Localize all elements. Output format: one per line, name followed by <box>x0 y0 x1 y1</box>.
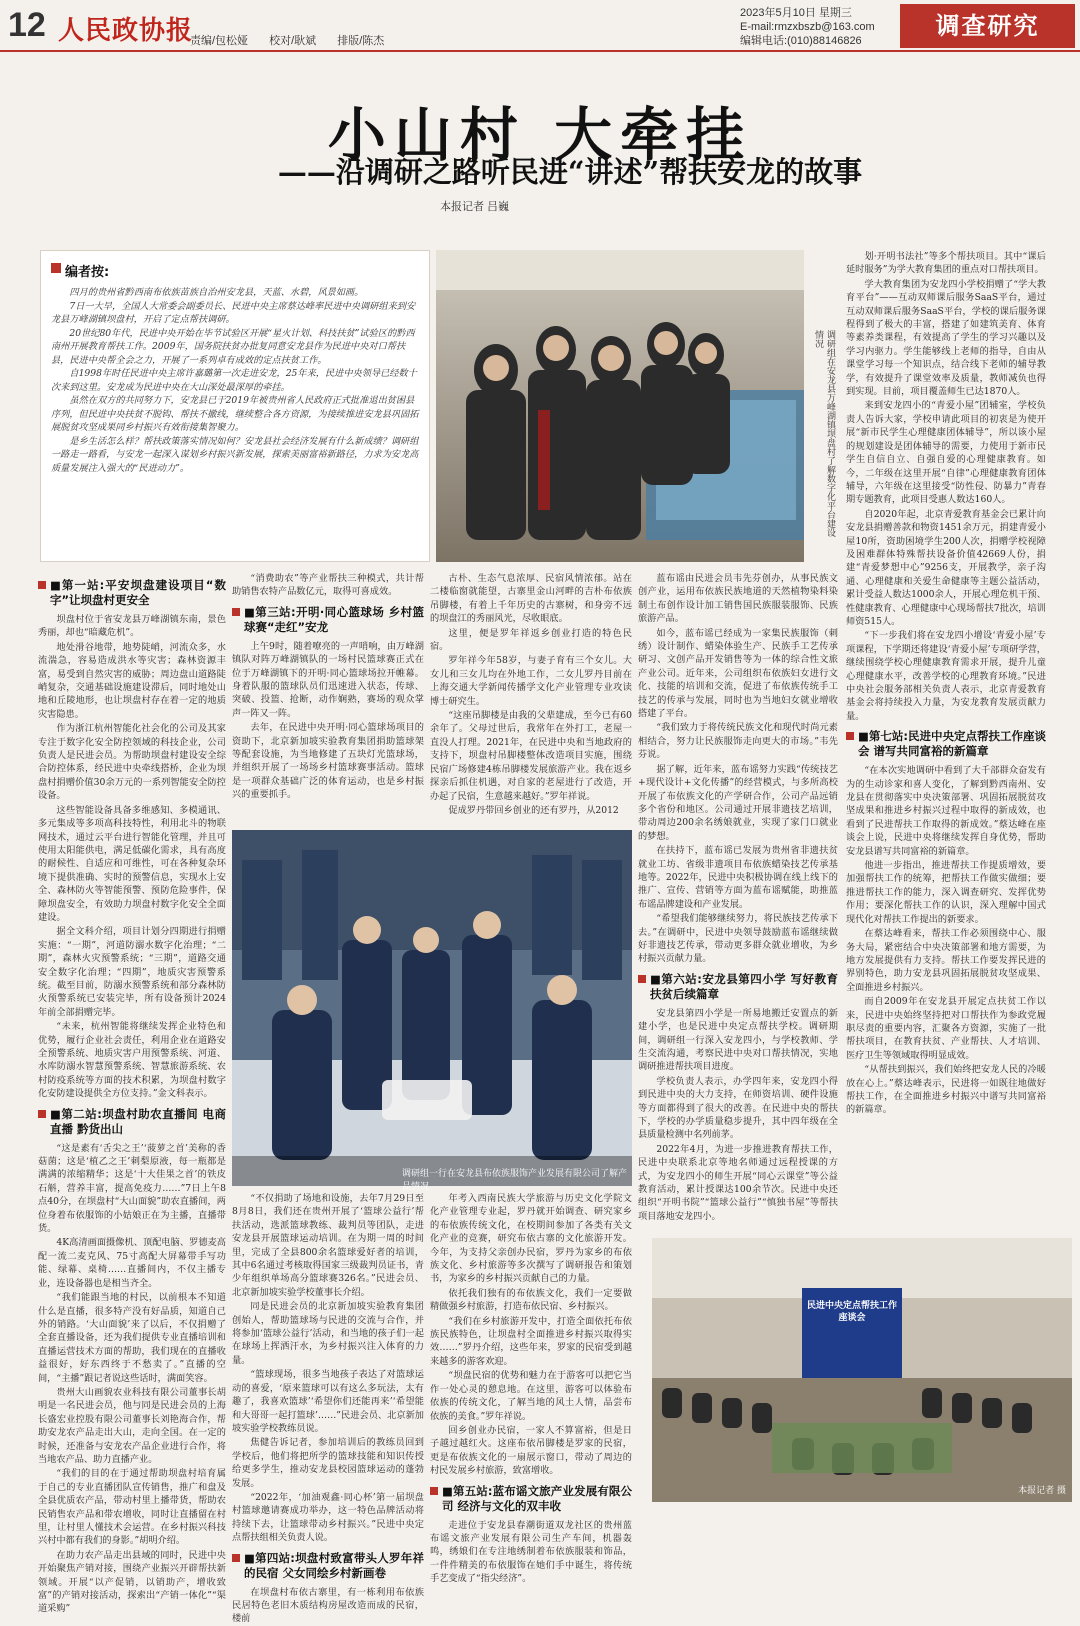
article-byline: 本报记者 吕巍 <box>440 201 510 213</box>
body-paragraph: 蓝布谣由民进会员韦先芬创办，从事民族文创产业，运用布依族民族地道的天然植物染料染制土布创作设计加工销售国民族服装服饰、民族旅游产品。 <box>638 573 838 625</box>
body-paragraph: 罗年祥今年58岁，与妻子育有三个女儿。大女儿和三女儿均在外地工作，二女儿罗丹目前在上海交通大学新闻传播学文化产业管理专业攻读博士研究生。 <box>430 655 632 707</box>
issue-date: 2023年5月10日 星期三 <box>740 7 852 19</box>
body-paragraph: 4K高清画面摄像机、顶配电脑、罗德麦高配一流二麦克风、75寸高配大屏幕带手写功能、绿幕、桌椅……直播间内，不仅主播专业，连设备器也是相当齐全。 <box>38 1237 226 1289</box>
body-paragraph: “在本次实地调研中看到了大千部群众奋发有为的生动诊家和喜人变化，了解到黔西南州、安龙县在贯彻落实中央决策部署、巩固拓展脱贫攻坚成果和推进乡村振兴过程中取得的新成效，也看到了民进帮扶工作取得的新成效。”蔡达峰在座谈会上说，民进中央将继续发挥自身优势，帮助安龙县谱写共同富裕的新篇章。 <box>846 765 1046 857</box>
body-paragraph: “我们在乡村旅游开发中，打造全面依托布依族民族特色，让坝盘村全面推进乡村振兴取得实效……”罗丹介绍，这些年来，罗家的民宿受到越来越多的游客欢迎。 <box>430 1315 632 1367</box>
photo-symposium-banner: 民进中央定点帮扶工作座谈会 <box>806 1301 897 1323</box>
body-paragraph: 学校负责人表示，办学四年来，安龙四小得到民进中央的大力支持，在师资培训、硬件设施等方面都得到了很大的改善。在民进中央的帮扶下，学校的办学质量稳步提升，其中四年级在全县质量检测中名列前茅。 <box>638 1075 838 1141</box>
proof-credit: 校对/耿斌 <box>269 35 317 47</box>
body-paragraph: “消费助农”等产业帮扶三种模式，共计帮助销售农特产品数亿元，取得可喜成效。 <box>232 573 424 598</box>
body-paragraph: “这座吊脚楼是由我的父辈建成，至今已有60余年了。父母过世后，我常年在外打工，老屋一直没人打理。2021年，在民进中央和当地政府的支持下，坝盘村吊脚楼整体改造项目实施，围绕民宿广场修建4栋吊脚楼发展旅游产业。我在返乡探亲后抓住机遇，对自家的老屋进行了改造，开办起了民宿，生意越来越好。”罗年祥说。 <box>430 710 632 802</box>
body-paragraph: 如今，蓝布谣已经成为一家集民族服饰（刺绣）设计制作、蜡染体验生产、民族手工艺传承研习、文创产品开发销售等为一体的综合性文旅产业公司。近年来，公司组织布依族妇女进行文化、技能的培训和交流，促进了布依族传统手工技艺的传承与发展，同时也为当地妇女就业增收搭建了平台。 <box>638 627 838 720</box>
body-paragraph: “不仅捐助了场地和设施，去年7月29日至8月8日，我们还在贵州开展了‘篮球公益行’帮扶活动，选派篮球教练、裁判员等团队，走进安龙县开展篮球运动培训。在为期一周的时间里，完成了全县800余名篮球爱好者的培训，其中6名通过考核取得国家三级裁判员证书，青少年组织单场高分篮球赛326名。”民进会员、北京新加坡实验学校董事长介绍。 <box>232 1193 424 1298</box>
body-paragraph: “坝盘民宿的优势和魅力在于游客可以把它当作一处心灵的憩息地。在这里，游客可以体验布依族的传统文化，了解当地的风土人情，品尝布依族的美食。”罗年祥说。 <box>430 1370 632 1422</box>
body-paragraph: 而自2009年在安龙县开展定点扶贫工作以来，民进中央始终坚持把对口帮扶作为参政党履职尽责的重要内容，汇聚各方资源，实施了一批帮扶项目，在教育扶贫、产业帮扶、人才培训、医疗卫生等领域取得明显成效。 <box>846 996 1046 1061</box>
body-paragraph: 地处滑谷地带，地势陡峭，河流众多，水流湍急，容易造成洪水等灾害；森林资源丰富，易受到自然灾害的威胁；周边盘山道路陡峭复杂，交通基础设施建设滞后，同时地处山地和丘陵地形，也让坝盘村存在着一定的地质灾害隐患。 <box>38 641 226 720</box>
body-paragraph: “我们能跟当地的村民，以前根本不知道什么是直播，很多特产没有好品质，知道自己外的销路。‘大山面貌’来了以后，不仅捐赠了全套直播设备，还为我们提供专业直播培训和直播运营技术方面的帮助，我们现在的直播收益很好，好东西终于不愁卖了。”直播的空间，“主播”跟记者说这些话时，满面笑容。 <box>38 1292 226 1384</box>
column-5 <box>846 250 1046 1232</box>
photo-symposium-credit: 本报记者 摄 <box>1018 1486 1066 1496</box>
section-title-station-5: ■第五站:蓝布谣文旅产业发展有限公司 经济与文化的双丰收 <box>430 1484 632 1514</box>
section-title-station-6: ■第六站:安龙县第四小学 写好教育扶贫后续篇章 <box>638 972 838 1002</box>
body-paragraph: “我们的目的在于通过帮助坝盘村培育属于自己的专业直播团队宣传销售，推广和盘及全县优质农产品，带动村里上播带货，帮助农民销售农产品和带农增收，同时让直播留在村里，让村里人懂技术会运营。在乡村振兴科技兴村中都有我们的身影。”胡明介绍。 <box>38 1468 226 1547</box>
section-title-station-3: ■第三站:开明·同心篮球场 乡村篮球赛“走红”安龙 <box>232 605 424 635</box>
body-paragraph: 回乡创业办民宿，一家人不算富裕，但是日子越过越红火。这座布依吊脚楼是罗家的民宿，更是布依族文化的一扇展示窗口，带动了周边的村民发展乡村旅游，致富增收。 <box>430 1424 632 1477</box>
body-paragraph: 这些智能设备具备多维感知、多模通讯、多元集成等多项高科技特性，利用北斗的物联网技术，通过云平台进行智能化管理，并且可使用太阳能供电，满足低碳化需求，具有高度的耐候性、自适应和可维性，可在各种复杂环境下提供准确、实时的预警信息，实现水上安全、森林防火等智能预警、预防危险事件，保障坝盘安全，有效助力坝盘村数字化安全全面建设。 <box>38 804 226 923</box>
body-paragraph: 促成罗丹带回乡创业的还有罗丹，从2012 <box>448 804 619 816</box>
body-paragraph: 依托我们独有的布依族文化，我们一定要做精做强乡村旅游，打造布依民宿、乡村振兴。 <box>430 1287 632 1313</box>
body-paragraph: “下一步我们将在安龙四小增设‘青爱小屋’专项课程，下学期还将建设‘青爱小屋’专项研学营，继续围绕学校心理健康教育需求开展，提升儿童心理健康水平，改善学校的心理教育环境。”民进中央社会服务部相关负责人表示，北京青爱教育基金会将持续投入力量，为安龙教育发展贡献力量。 <box>846 630 1046 722</box>
body-paragraph: 在坝盘村布依古寨里，有一栋利用布依族民居特色老旧木质结构房屋改造而成的民宿，楼前 <box>232 1586 424 1625</box>
column-3-bottom <box>430 1192 632 1585</box>
editor-note-paragraph: 四月的贵州省黔西南布依族苗族自治州安龙县，天蓝、水碧，风景如画。 <box>69 287 364 298</box>
body-paragraph: 学大教育集团为安龙四小学校捐赠了“学大教育平台”——互动双师课后服务SaaS平台，通过互动双师课后服务SaaS平台，学校的课后服务课程得到了极大的丰富，搭建了如建筑美育、体育等素养类课程，有效提高了学生的学习兴趣以及学习内驱力。学生能够线上老师的指导，自由从课堂学习每一个知识点，结合线下老师的辅导教学，有效提升了课堂效率及质量，教师减负也得到实现。目前，项目覆盖师生已达1870人。 <box>846 278 1046 398</box>
contact-email[interactable]: E-mail:rmzxbszb@163.com <box>740 21 875 33</box>
section-title-station-1: ■第一站:平安坝盘建设项目“数字”让坝盘村更安全 <box>38 578 226 608</box>
body-paragraph: 走进位于安龙县春潮街道双龙社区的贵州蓝布谣文旅产业发展有限公司生产车间，机器轰鸣，绣娘们在专注地绣制着布依族服装和饰品，一件件精美的布依服饰在她们手中诞生，将传统手艺变成了“指尖经济”。 <box>430 1519 632 1585</box>
body-paragraph: “这是素有‘舌尖之王’‘菠萝之首’美称的香菇菌；这是‘植乙之王’刺梨原液，每一瓶都是满满的浓缩精华；这是‘十大佳果之首’的铁皮石斛，营养丰富，提高免疫力……”7日上午8点40分，在坝盘村“大山面貌”助农直播间，两位身着布依服饰的小姑娘正在为主播，直播带货。 <box>38 1142 226 1235</box>
photo-field-visit <box>436 250 804 562</box>
body-paragraph: “我们致力于将传统民族文化和现代时尚元素相结合，努力让民族服饰走向更大的市场。”韦先芬说。 <box>638 722 838 761</box>
photo-symposium <box>652 1238 1072 1502</box>
column-1 <box>38 572 226 1615</box>
editor-note-paragraph: 虽然在双方的共同努力下，安龙县已于2019年被贵州省人民政府正式批准退出贫困县序列，但民进中央扶贫不脱钩、帮扶不撤线，继续整合各方资源，为接续推进安龙县巩固拓展脱贫攻坚成果同乡村振兴有效衔接集智聚力。 <box>51 395 419 433</box>
section-title-station-7: ■第七站:民进中央定点帮扶工作座谈会 谱写共同富裕的新篇章 <box>846 729 1046 759</box>
editor-note-title: 编者按: <box>51 261 419 280</box>
editor-note-paragraph: 7日一大早，全国人大常委会副委员长、民进中央主席蔡达峰率民进中央调研组来到安龙县万峰湖镇坝盘村，开启了定点帮扶调研。 <box>51 300 416 325</box>
photo-costume-company <box>232 830 632 1192</box>
editor-note-paragraph: 20世纪80年代，民进中央开始在毕节试验区开展“星火计划、科技扶贫”试验区的黔西南州开展教育帮扶工作。2009年，国务院扶贫办批复同意安龙县作为民进中央对口帮扶县，民进中央帮全会之力，开展了一系列卓有成效的定点扶贫工作。 <box>51 327 415 366</box>
editorial-credits <box>190 32 402 48</box>
body-paragraph: “2022年，‘加油观鑫·同心杯’第一届坝盘村篮球邀请赛成功举办，这一特色品牌活动将持续下去，让篮球带动乡村振兴。”民进中央定点帮扶组相关负责人说。 <box>232 1491 424 1544</box>
body-paragraph: “从帮扶到振兴，我们始终把安龙人民的冷暖放在心上。”蔡达峰表示，民进将一如既往地做好帮扶工作，在全面推进乡村振兴中谱写共同富裕的新篇章。 <box>846 1064 1046 1116</box>
body-paragraph: 贵州大山画貌农业科技有限公司董事长胡明是一名民进会员，他与同是民进会员的上海长盛宏业控股有限公司董事长刘艳海合作，帮助安龙农产品走出大山，走向全国。在一定的时候，还准备与安龙农产品企业进行合作，将当地农产品、助力直播产业。 <box>38 1386 226 1465</box>
body-paragraph: 他进一步指出，推进帮扶工作提质增效，要加强帮扶工作的统筹，把帮扶工作做实做细；要推进帮扶工作的能力，深入调查研究、发挥优势作用；要深化帮扶工作的认识，深入理解中国式现代化对帮扶工作提出的新要求。 <box>846 860 1046 925</box>
body-paragraph: 在扶持下，蓝布谣已发展为贵州省非遗扶贫就业工坊、省级非遗项目布依族蜡染技艺传承基地等。2022年，民进中央积极协调在线上线下的推广、宣传、营销等方面为蓝布谣赋能，助推蓝布谣品牌建设和产业发展。 <box>638 845 838 910</box>
section-title-station-4: ■第四站:坝盘村致富带头人罗年祥的民宿 父女同绘乡村新画卷 <box>232 1551 424 1581</box>
body-paragraph: 坝盘村位于省安龙县万峰湖镇东南，景色秀丽，却也“暗藏危机”。 <box>38 614 226 639</box>
body-paragraph: 据了解，近年来，蓝布谣努力实践“传统技艺+现代设计+文化传播”的经营模式，与多所高校开展了布依族文化的产学研合作，公司产品远销多个省份和地区。公司通过开展非遗技艺培训，带动周边200余名绣娘就业，实现了家门口就业的梦想。 <box>638 763 838 842</box>
date-block <box>740 6 875 48</box>
editor-phone: 编辑电话:(010)88146826 <box>740 35 862 47</box>
photo-field-visit-image <box>436 250 804 562</box>
body-paragraph: 上午9时，随着嘹亮的一声哨响，由万峰湖镇队对阵万峰湖镇队的一场村民篮球赛正式在位于万峰湖镇下的开明·同心篮球场拉开帷幕。身着队服的篮球队员们迅速进入状态，传球、突破、投篮、抢断，动作娴熟，赛场的观众掌声一阵又一阵。 <box>232 640 424 719</box>
editor-note-paragraph: 是乡生活怎么样？帮扶政策落实情况如何？安龙县社会经济发展有什么新成绩？调研组一路走一路看，与安龙一起深入谋划乡村振兴新发展，探索美丽富裕新路径，力求为安龙高质量发展注入强大的“民进动力”。 <box>51 435 419 474</box>
column-2-top <box>232 572 424 822</box>
photo-field-visit-caption: 调研组在安龙县万峰湖镇坝盘村了解数字化平台建设情况 <box>813 330 835 537</box>
photo-symposium-image <box>652 1238 1072 1502</box>
body-paragraph: “希望我们能够继续努力，将民族技艺传承下去。”在调研中，民进中央领导鼓励蓝布谣继续做好非遗技艺传承，带动更多群众就业增收，为乡村振兴贡献力量。 <box>638 913 838 965</box>
body-paragraph: 同是民进会员的北京新加坡实验教育集团创始人，帮助篮球场与民进的交流与合作，并将参加‘篮球公益行’活动，和当地的孩子们一起在球场上挥洒汗水，为乡村振兴注入体育的力量。 <box>232 1301 424 1366</box>
body-paragraph: 在蔡达峰看来，帮扶工作必须围绕中心、服务大局，紧密结合中央决策部署和地方需要，为地方发展提供有力支持。帮扶工作要发挥民进的界别特色，助力安龙县巩固拓展脱贫攻坚成果、全面推进乡村振兴。 <box>846 928 1046 993</box>
article-headline: 小山村 大牵挂 <box>327 101 753 169</box>
masthead-logo: 人民政协报 <box>58 16 194 46</box>
body-paragraph: 2022年4月，为进一步推进教育帮扶工作，民进中央联系北京等地名师通过远程授课的方式，为安龙四小的师生开展“同心云课堂”等公益教育活动，累计授课达100余节次。民进中央还组织“开明书院”“篮球公益行”“慎独书屋”等帮扶项目落地安龙四小。 <box>638 1143 838 1222</box>
body-paragraph: 古朴、生态气息浓厚、民宿风情浓郁。站在二楼临窗就能望，古寨里金山河畔的吉朴布依族吊脚楼，有着上千年历史的古寨树，和身旁不远的坝盘江的秀丽风光，尽收眼底。 <box>430 573 632 625</box>
editor-note-paragraph: 自1998年时任民进中央主席许嘉璐第一次走进安龙，25年来，民进中央领导已经数十次来到这里。安龙成为民进中央在大山深处最深厚的牵挂。 <box>51 368 417 393</box>
body-paragraph: “篮球现场，很多当地孩子表达了对篮球运动的喜爱，‘原来篮球可以有这么多玩法，太有趣了，我喜欢篮球’‘希望你们还能再来’‘希望能和大哥哥一起打篮球’……”民进会员、北京新加坡实验学校教练员说。 <box>232 1369 424 1434</box>
body-paragraph: 去年，在民进中央开明·同心篮球场项目的资助下，北京新加坡实验教育集团捐助篮球架等配套设施，为当地修建了五块灯光篮球场，并组织开展了一场场乡村篮球赛事活动。篮球是一项群众基础广泛的体育运动，也是乡村振兴的重要抓手。 <box>232 722 424 801</box>
column-3-top <box>430 572 632 822</box>
editor-credit: 责编/包松娅 <box>190 35 249 47</box>
body-paragraph: 自2020年起，北京青爱教育基金会已累计向安龙县捐赠善款和物资1451余万元，捐建青爱小屋10所，资助困境学生200人次，捐赠学校视障及困难群体特殊帮扶设备价值42669人份，捐建“青爱梦想中心”9256支，开展教学，亲子沟通、心理健康和关爱生命健康等主题公益活动，累计受益人数达1000余人，开展心理危机干预、性健康教育、心理健康中心现场帮扶7批次，培训师资515人。 <box>846 508 1046 627</box>
layout-credit: 排版/陈杰 <box>337 35 385 47</box>
body-paragraph: 这里，便是罗年祥返乡创业打造的特色民宿。 <box>430 627 632 653</box>
section-banner: 调查研究 <box>900 4 1075 48</box>
body-paragraph: 在助力农产品走出县域的同时，民进中央开始聚焦产销对接，围绕产业振兴开辟帮扶新领域。开展“以产促销，以销助产，增收致富”的产销对接活动，探索出“产销一体化”“渠道采购” <box>38 1549 226 1615</box>
body-paragraph: 来到安龙四小的“青爱小屋”团辅室，学校负责人告诉大家，学校申请此项目的初衷是为使开展“新市民学生心理健康团体辅导”，所以该小屋的规划建设是团体辅导的需要，力使用于新市民学生自信自立、自强自爱的心理健康教育。如今，二年级在这里开展“自律”心理健康教育团体辅导，六年级在这里接受“防性侵、防暴力”青春期专题教育，此项目受惠人数达160人。 <box>846 400 1046 506</box>
body-paragraph: 划·开明书法社”等多个帮扶项目。其中“课后延时服务”为学大教育集团的重点对口帮扶项目。 <box>846 251 1046 276</box>
section-title-station-2: ■第二站:坝盘村助农直播间 电商直播 黔货出山 <box>38 1107 226 1137</box>
body-paragraph: 据全文科介绍，项目计划分四期进行捐赠实施：“一期”，河道防溺水数字化治理；“二期”，森林火灾预警系统；“三期”，道路交通安全数字化治理；“四期”，地质灾害预警系统。截至目前，防溺水预警系统和部分森林防火预警系统已安装完毕，所有设备预计2024年前全部捐赠完毕。 <box>38 926 226 1018</box>
photo-costume-company-image <box>232 830 632 1186</box>
column-2-bottom <box>232 1192 424 1625</box>
body-paragraph: 年考入西南民族大学旅游与历史文化学院文化产业管理专业起，罗丹就开始调查、研究家乡的布依族传统文化，在校期间参加了各类有关文化产业的竞赛，研究布依古寨的文化旅游开发。今年，为支持父亲创办民宿，罗丹为家乡的布依族文化、乡村旅游等多次撰写了调研报告和策划书，为家乡的乡村振兴贡献自己的力量。 <box>430 1193 632 1285</box>
body-paragraph: 安龙县第四小学是一所易地搬迁安置点的新建小学，也是民进中央定点帮扶学校。调研期间，调研组一行深入安龙四小，与学校教师、学生交流沟通，考察民进中央对口帮扶情况，实地调研推进帮扶项目进度。 <box>638 1007 838 1073</box>
body-paragraph: 焦健告诉记者，参加培训后的教练员回到学校后，他们将把所学的篮球技能和知识传授给更多学生，推动安龙县校园篮球运动的蓬勃发展。 <box>232 1437 424 1489</box>
page-number: 12 <box>8 6 46 44</box>
body-paragraph: 作为浙江杭州智能化社会化的公司及其家专注于数字化安全防控领域的科技企业，公司负责人是民进会员。为帮助坝盘村建设安全综合防控体系，经民进中央牵线搭桥，企业为坝盘村捐赠价值30余万元的一系列智能安全防控设备。 <box>38 723 226 802</box>
photo-costume-company-caption: 调研组一行在安龙县布依族服饰产业发展有限公司了解产品情况 <box>402 1169 628 1192</box>
body-paragraph: “未来，杭州智能将继续发挥企业特色和优势，履行企业社会责任，利用企业在道路安全预警系统、地质灾害户用预警系统、河道、水库防溺水智慧预警系统、智慧旅游系统、农村防疫系统等方面的技术积累，为坝盘村数字化安防建设提供全方位支持。”金文科表示。 <box>38 1021 226 1100</box>
editor-note <box>40 250 430 562</box>
page-header <box>0 0 1080 52</box>
article-subhead: ——沿调研之路听民进“讲述”帮扶安龙的故事 <box>277 155 863 189</box>
